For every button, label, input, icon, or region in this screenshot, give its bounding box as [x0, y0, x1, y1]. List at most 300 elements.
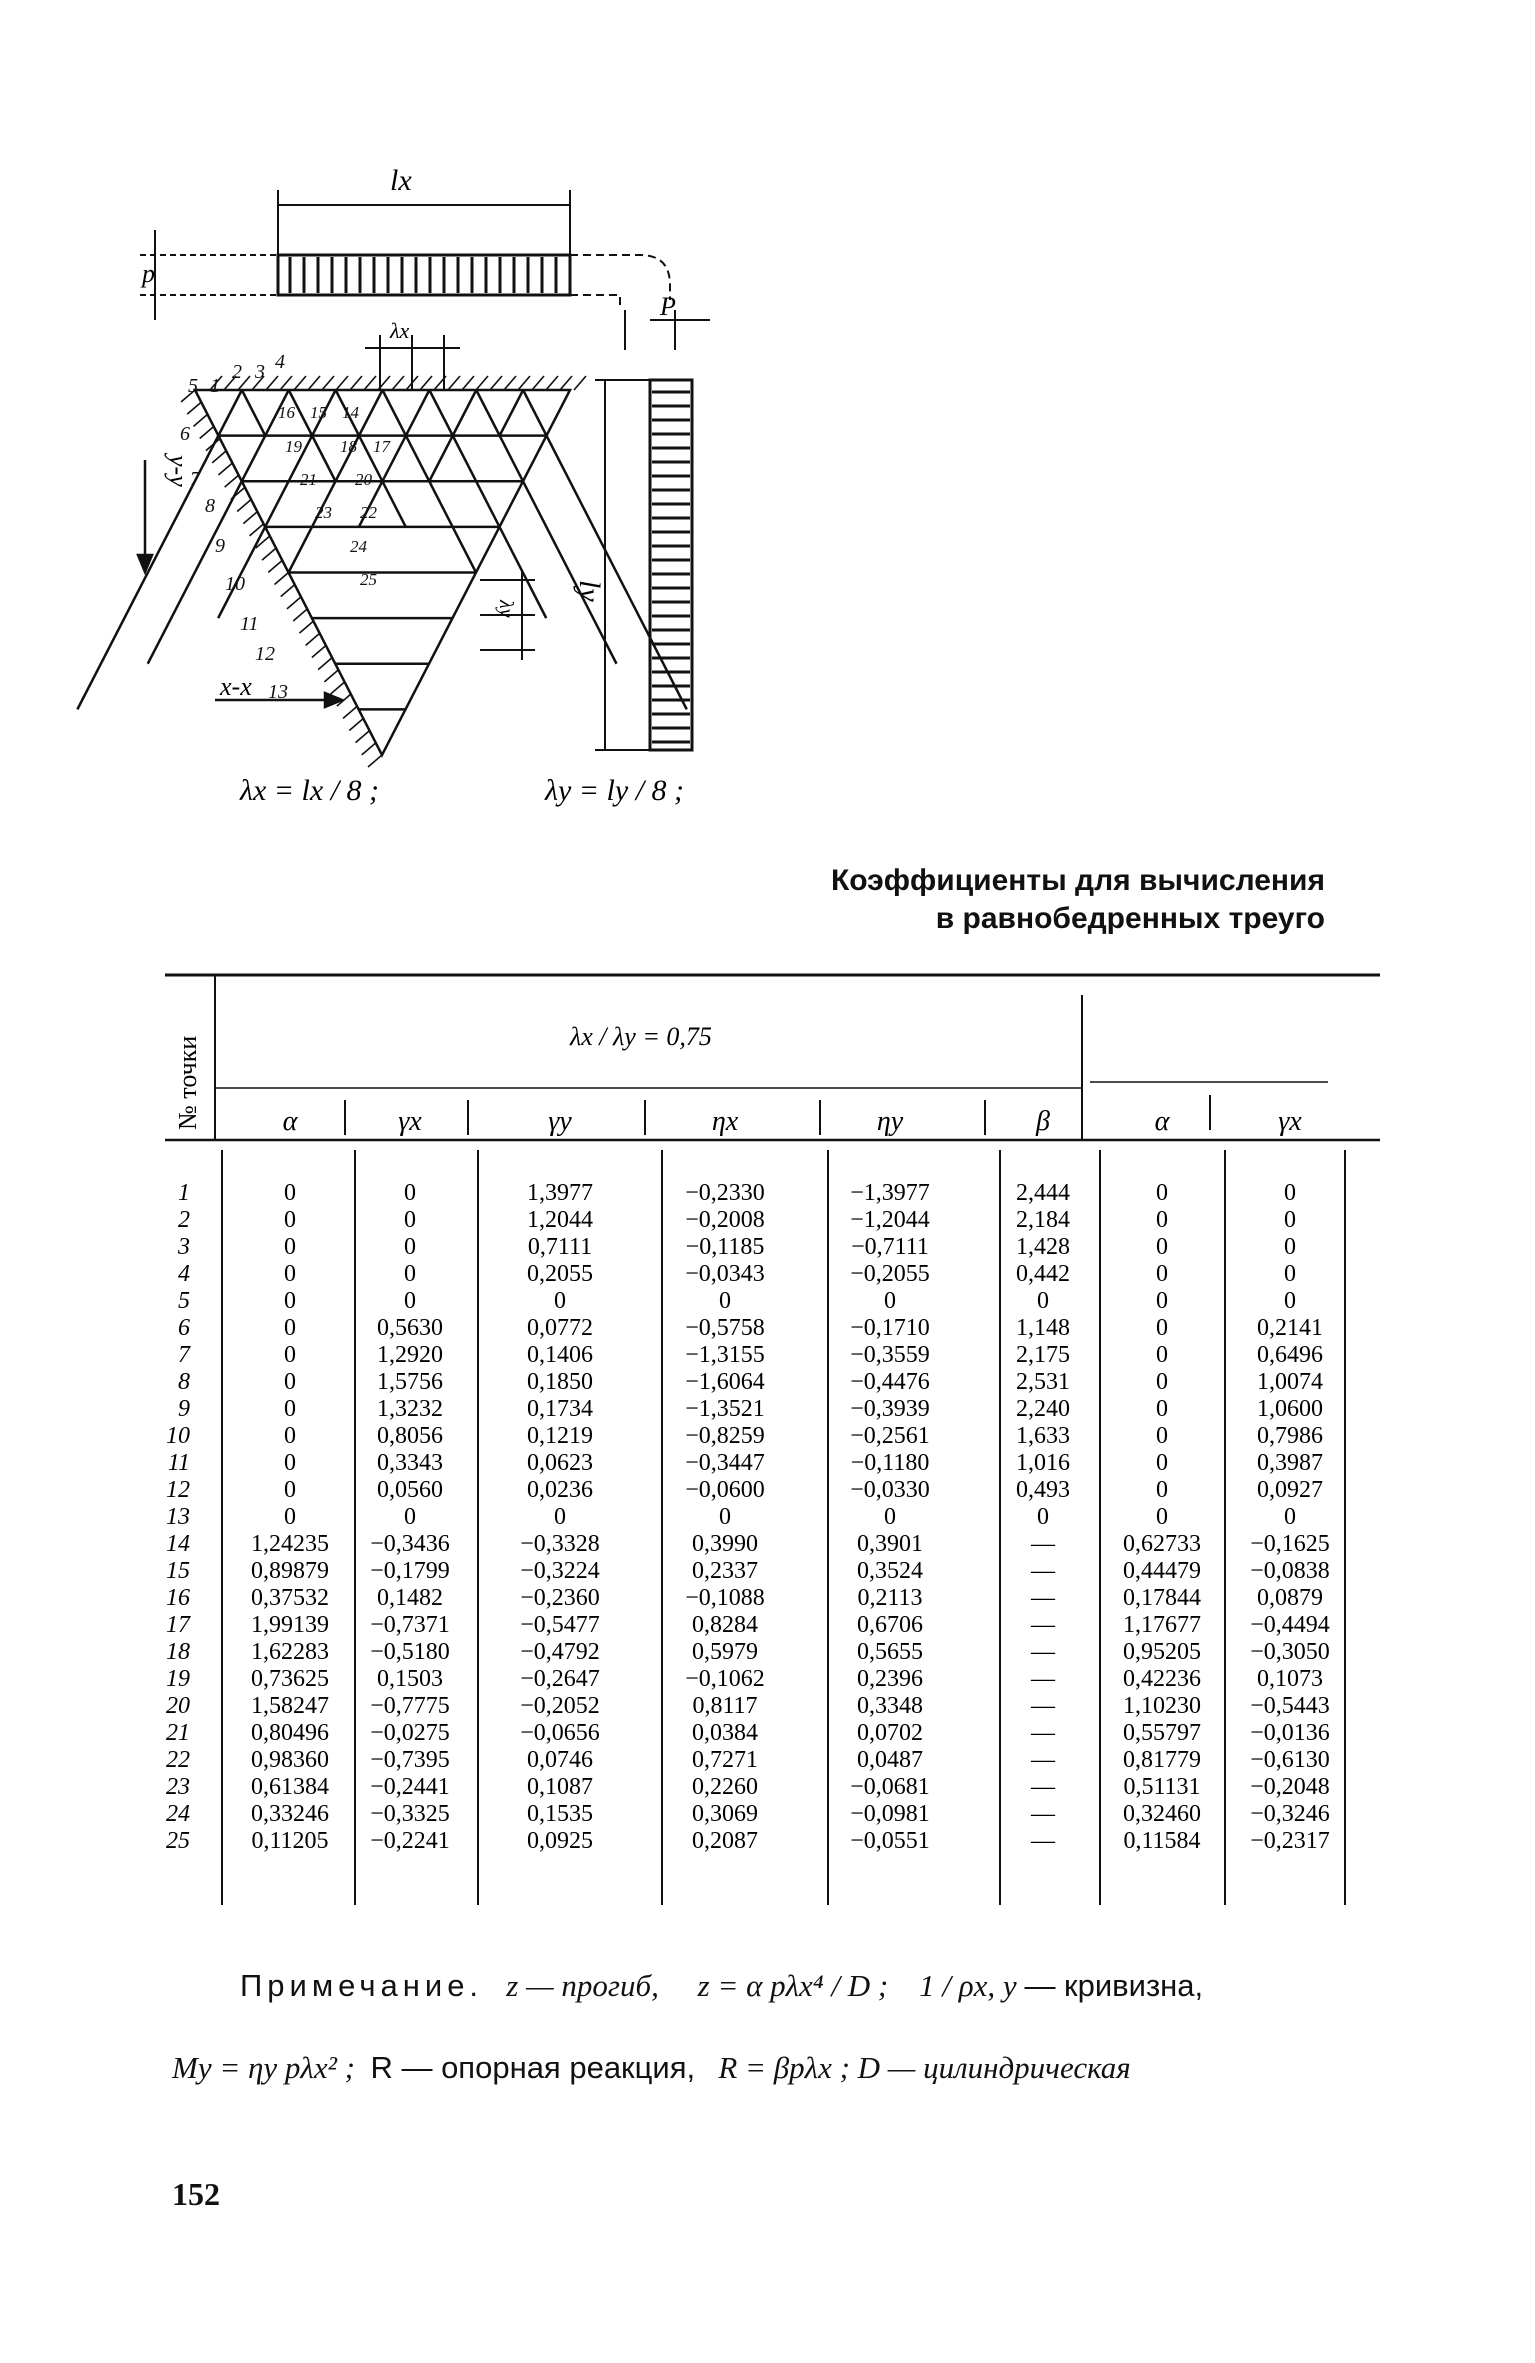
point-number-22: 22 [360, 503, 377, 522]
table-cell: 0,44479 [1123, 1558, 1201, 1584]
table-cell: 0 [1156, 1288, 1168, 1314]
table-cell: 1,2920 [377, 1342, 443, 1368]
table-row [166, 1774, 1330, 1800]
table-cell: 0,1219 [527, 1423, 593, 1449]
table-cell: 0,442 [1016, 1261, 1070, 1287]
row-number: 3 [178, 1234, 190, 1260]
table-cell: 0 [1156, 1396, 1168, 1422]
table-cell: 0 [404, 1180, 416, 1206]
table-cell: −0,1185 [685, 1234, 765, 1260]
point-number-16: 16 [278, 403, 295, 422]
table-cell: 0,3343 [377, 1450, 443, 1476]
table-cell: 0 [554, 1504, 566, 1530]
note-curvature: — кривизна, [1024, 1968, 1204, 2003]
row-number: 17 [166, 1612, 190, 1638]
table-cell: −0,5477 [520, 1612, 600, 1638]
table-cell: 0,1503 [377, 1666, 443, 1692]
table-cell: 0,2396 [857, 1666, 923, 1692]
point-number-15: 15 [310, 403, 327, 422]
table-cell: −0,3246 [1250, 1801, 1330, 1827]
row-number: 15 [166, 1558, 190, 1584]
table-cell: −0,0343 [685, 1261, 765, 1287]
row-number: 21 [166, 1720, 190, 1746]
table-row [166, 1666, 1323, 1692]
table-cell: 0 [1037, 1288, 1049, 1314]
table-row [178, 1207, 1296, 1233]
table-cell: — [1031, 1774, 1055, 1800]
table-cell: 0,3069 [692, 1801, 758, 1827]
table-cell: — [1031, 1585, 1055, 1611]
note-reaction-formula: R = βpλx ; D — цилиндрическая [718, 2050, 1131, 2085]
row-number: 10 [166, 1423, 190, 1449]
point-number-10: 10 [225, 573, 245, 595]
table-cell: 0,37532 [251, 1585, 329, 1611]
formula-lambda-x: λx = lx / 8 ; [240, 774, 380, 807]
table-row [166, 1558, 1330, 1584]
table-cell: 0 [1156, 1207, 1168, 1233]
column-header-0: α [282, 1106, 298, 1137]
table-cell: 1,148 [1016, 1315, 1070, 1341]
table-cell: 0 [1284, 1180, 1296, 1206]
table-row [178, 1315, 1323, 1341]
table-cell: −0,3224 [520, 1558, 600, 1584]
axis-y-label: y-y [164, 455, 193, 487]
table-cell: 0,0236 [527, 1477, 593, 1503]
table-cell: 0 [284, 1315, 296, 1341]
table-cell: 1,3232 [377, 1396, 443, 1422]
table-cell: −0,2441 [370, 1774, 450, 1800]
table-cell: −0,2241 [370, 1828, 450, 1854]
table-cell: 0 [284, 1288, 296, 1314]
table-row [166, 1504, 1296, 1530]
table-cell: 0,0702 [857, 1720, 923, 1746]
table-cell: −0,6130 [1250, 1747, 1330, 1773]
table-cell: −0,0600 [685, 1477, 765, 1503]
table-cell: 0 [404, 1288, 416, 1314]
row-number: 11 [167, 1450, 190, 1476]
point-number-13: 13 [268, 681, 288, 703]
point-number-6: 6 [180, 423, 190, 445]
row-number: 7 [178, 1342, 190, 1368]
table-cell: 0 [284, 1180, 296, 1206]
table-cell: 1,17677 [1123, 1612, 1201, 1638]
table-cell: 0 [554, 1288, 566, 1314]
note-line-1 [240, 1968, 1203, 2004]
table-cell: −1,3521 [685, 1396, 765, 1422]
row-number: 1 [178, 1180, 190, 1206]
table-cell: −0,2055 [850, 1261, 930, 1287]
table-cell: 0,0772 [527, 1315, 593, 1341]
table-cell: 1,428 [1016, 1234, 1070, 1260]
lambda-x-label: λx [390, 318, 410, 343]
table-cell: 0,2087 [692, 1828, 758, 1854]
table-cell: — [1031, 1828, 1055, 1854]
table-cell: −0,1799 [370, 1558, 450, 1584]
table-cell: 1,5756 [377, 1369, 443, 1395]
table-cell: 0,32460 [1123, 1801, 1201, 1827]
table-cell: 0,1073 [1257, 1666, 1323, 1692]
column-header-6: α [1154, 1106, 1170, 1137]
table-cell: 0,5979 [692, 1639, 758, 1665]
table-cell: 1,0074 [1257, 1369, 1323, 1395]
table-cell: 0 [1156, 1234, 1168, 1260]
table-cell: 0,8056 [377, 1423, 443, 1449]
table-cell: 0,1734 [527, 1396, 593, 1422]
table-cell: −0,2048 [1250, 1774, 1330, 1800]
table-cell: −0,0838 [1250, 1558, 1330, 1584]
table-cell: — [1031, 1531, 1055, 1557]
table-cell: 0 [404, 1261, 416, 1287]
table-cell: −0,3050 [1250, 1639, 1330, 1665]
table-cell: −0,1180 [850, 1450, 930, 1476]
table-cell: 2,184 [1016, 1207, 1070, 1233]
table-row [178, 1396, 1323, 1422]
row-number: 24 [166, 1801, 190, 1827]
table-cell: — [1031, 1666, 1055, 1692]
column-header-7: γx [1278, 1106, 1302, 1137]
table-cell: 1,58247 [251, 1693, 329, 1719]
table-cell: 0,55797 [1123, 1720, 1201, 1746]
table-cell: 0,1850 [527, 1369, 593, 1395]
table-cell: 0,493 [1016, 1477, 1070, 1503]
table-cell: 0,81779 [1123, 1747, 1201, 1773]
row-number: 19 [166, 1666, 190, 1692]
table-cell: 0 [1156, 1180, 1168, 1206]
table-cell: −0,3436 [370, 1531, 450, 1557]
table-cell: −0,0981 [850, 1801, 930, 1827]
table-cell: −0,1088 [685, 1585, 765, 1611]
table-cell: −1,2044 [850, 1207, 930, 1233]
table-row [166, 1639, 1330, 1665]
table-cell: 0,3901 [857, 1531, 923, 1557]
note-deflection: z — прогиб, [506, 1968, 659, 2003]
table-cell: −0,5758 [685, 1315, 765, 1341]
header-point-number: № точки [173, 1035, 202, 1130]
table-cell: −0,3559 [850, 1342, 930, 1368]
table-cell: 1,016 [1016, 1450, 1070, 1476]
table-cell: 0,73625 [251, 1666, 329, 1692]
table-cell: 0 [284, 1477, 296, 1503]
table-cell: 0 [284, 1261, 296, 1287]
table-cell: 0,2055 [527, 1261, 593, 1287]
table-cell: 0 [1284, 1207, 1296, 1233]
row-number: 2 [178, 1207, 190, 1233]
table-cell: 0,61384 [251, 1774, 329, 1800]
table-cell: 0 [284, 1396, 296, 1422]
table-cell: −0,1625 [1250, 1531, 1330, 1557]
table-cell: — [1031, 1720, 1055, 1746]
table-cell: −0,5443 [1250, 1693, 1330, 1719]
point-number-19: 19 [285, 437, 302, 456]
table-cell: 0 [719, 1504, 731, 1530]
table-cell: 1,24235 [251, 1531, 329, 1557]
table-row [178, 1261, 1296, 1287]
table-cell: 2,444 [1016, 1180, 1070, 1206]
point-number-25: 25 [360, 570, 377, 589]
table-cell: 0,3348 [857, 1693, 923, 1719]
table-cell: −0,3328 [520, 1531, 600, 1557]
table-title-line-2: в равнобедренных треуго [935, 902, 1325, 935]
point-number-20: 20 [355, 470, 372, 489]
table-cell: 0,3524 [857, 1558, 923, 1584]
table-cell: 2,240 [1016, 1396, 1070, 1422]
table-cell: 1,2044 [527, 1207, 593, 1233]
header-ratio: λx / λy = 0,75 [570, 1022, 712, 1051]
formula-lambda-y: λy = ly / 8 ; [545, 774, 685, 807]
table-cell: −0,4494 [1250, 1612, 1330, 1638]
point-number-24: 24 [350, 537, 367, 556]
table-cell: 0,0927 [1257, 1477, 1323, 1503]
table-cell: 0,7271 [692, 1747, 758, 1773]
column-header-5: β [1036, 1106, 1050, 1137]
note-line-2 [172, 2050, 1131, 2086]
table-cell: 0,5630 [377, 1315, 443, 1341]
column-header-3: ηx [711, 1106, 739, 1137]
table-cell: 0,8284 [692, 1612, 758, 1638]
table-cell: −0,2317 [1250, 1828, 1330, 1854]
row-number: 14 [166, 1531, 190, 1557]
lambda-y-label: λy [495, 600, 517, 618]
table-cell: — [1031, 1693, 1055, 1719]
table-cell: — [1031, 1747, 1055, 1773]
table-title-line-1: Коэффициенты для вычисления [830, 864, 1325, 897]
table-cell: 0 [884, 1504, 896, 1530]
table-cell: 0 [284, 1504, 296, 1530]
table-cell: −0,8259 [685, 1423, 765, 1449]
table-cell: 1,10230 [1123, 1693, 1201, 1719]
table-cell: 0,0487 [857, 1747, 923, 1773]
table-cell: 0 [404, 1234, 416, 1260]
row-number: 9 [178, 1396, 190, 1422]
table-cell: 0,0879 [1257, 1585, 1323, 1611]
table-cell: 0 [1284, 1234, 1296, 1260]
table-cell: 0,1482 [377, 1585, 443, 1611]
table-cell: −0,2052 [520, 1693, 600, 1719]
table-cell: 0,6706 [857, 1612, 923, 1638]
table-cell: 2,531 [1016, 1369, 1070, 1395]
table-cell: −0,1062 [685, 1666, 765, 1692]
table-cell: 0,62733 [1123, 1531, 1201, 1557]
table-cell: −0,4792 [520, 1639, 600, 1665]
table-cell: −0,3325 [370, 1801, 450, 1827]
point-number-12: 12 [255, 643, 275, 665]
p-label-left: p [142, 259, 155, 288]
table-cell: −0,3939 [850, 1396, 930, 1422]
table-cell: 0,98360 [251, 1747, 329, 1773]
table-cell: −0,4476 [850, 1369, 930, 1395]
row-number: 23 [166, 1774, 190, 1800]
table-cell: 0 [1156, 1504, 1168, 1530]
table-cell: 0,95205 [1123, 1639, 1201, 1665]
axis-x-label: x-x [220, 672, 252, 701]
table-cell: 0 [1284, 1261, 1296, 1287]
table-cell: −1,6064 [685, 1369, 765, 1395]
point-number-23: 23 [315, 503, 332, 522]
table-cell: 0 [1156, 1369, 1168, 1395]
table-row [166, 1720, 1330, 1746]
table-cell: −0,2008 [685, 1207, 765, 1233]
point-number-14: 14 [342, 403, 359, 422]
table-cell: 0 [1156, 1450, 1168, 1476]
table-row [166, 1747, 1330, 1773]
row-number: 16 [166, 1585, 190, 1611]
table-cell: — [1031, 1558, 1055, 1584]
table-cell: 0 [1156, 1315, 1168, 1341]
row-number: 13 [166, 1504, 190, 1530]
table-cell: 0 [1037, 1504, 1049, 1530]
table-cell: 0 [1284, 1288, 1296, 1314]
table-cell: 0,0746 [527, 1747, 593, 1773]
table-cell: 0 [404, 1207, 416, 1233]
point-number-2: 2 [232, 361, 242, 383]
table-cell: −0,5180 [370, 1639, 450, 1665]
row-number: 22 [166, 1747, 190, 1773]
table-cell: 0,80496 [251, 1720, 329, 1746]
table-cell: 0,6496 [1257, 1342, 1323, 1368]
point-number-4: 4 [275, 351, 285, 373]
table-cell: −0,7371 [370, 1612, 450, 1638]
table-cell: 0 [284, 1234, 296, 1260]
point-number-5: 5 [188, 375, 198, 397]
point-number-18: 18 [340, 437, 357, 456]
table-row [166, 1828, 1330, 1854]
table-cell: −0,2360 [520, 1585, 600, 1611]
table-cell: −0,0330 [850, 1477, 930, 1503]
point-number-3: 3 [255, 361, 265, 383]
table-cell: 2,175 [1016, 1342, 1070, 1368]
table-cell: −0,0656 [520, 1720, 600, 1746]
row-number: 6 [178, 1315, 190, 1341]
table-cell: 1,0600 [1257, 1396, 1323, 1422]
table-cell: 1,3977 [527, 1180, 593, 1206]
point-number-8: 8 [205, 495, 215, 517]
table-cell: 0,7111 [527, 1234, 593, 1260]
table-cell: 0 [1156, 1261, 1168, 1287]
table-cell: −0,7111 [851, 1234, 929, 1260]
table-cell: 0,33246 [251, 1801, 329, 1827]
table-cell: 0,0384 [692, 1720, 758, 1746]
table-cell: 0,3990 [692, 1531, 758, 1557]
table-cell: −0,7395 [370, 1747, 450, 1773]
row-number: 20 [166, 1693, 190, 1719]
table-cell: 0 [1156, 1477, 1168, 1503]
note-reaction: R — опорная реакция, [370, 2050, 696, 2085]
table-row [166, 1477, 1323, 1503]
table-cell: 0,51131 [1123, 1774, 1201, 1800]
table-cell: −0,1710 [850, 1315, 930, 1341]
column-header-4: ηy [876, 1106, 904, 1137]
table-cell: 0,2260 [692, 1774, 758, 1800]
table-row [166, 1693, 1330, 1719]
table-row [178, 1180, 1296, 1206]
table-cell: 0 [284, 1369, 296, 1395]
table-cell: 1,633 [1016, 1423, 1070, 1449]
table-cell: −0,2330 [685, 1180, 765, 1206]
table-cell: 0,5655 [857, 1639, 923, 1665]
row-number: 12 [166, 1477, 190, 1503]
table-cell: 0,17844 [1123, 1585, 1201, 1611]
point-number-7: 7 [190, 468, 200, 490]
table-cell: 0,8117 [692, 1693, 758, 1719]
table-cell: 0 [284, 1450, 296, 1476]
note-curvature-fraction: 1 / ρx, y [919, 1968, 1017, 2003]
note-moment-formula: My = ηy pλx² ; [172, 2050, 355, 2085]
page-number: 152 [172, 2176, 220, 2212]
table-cell: 0,0623 [527, 1450, 593, 1476]
table-cell: 0,2141 [1257, 1315, 1323, 1341]
table-cell: −0,0681 [850, 1774, 930, 1800]
table-cell: 0,1535 [527, 1801, 593, 1827]
table-cell: 0 [284, 1423, 296, 1449]
table-cell: 0 [404, 1504, 416, 1530]
table-row [166, 1423, 1323, 1449]
table-cell: −1,3977 [850, 1180, 930, 1206]
table-cell: 0,89879 [251, 1558, 329, 1584]
row-number: 18 [166, 1639, 190, 1665]
table-cell: 0,42236 [1123, 1666, 1201, 1692]
table-cell: 0,0560 [377, 1477, 443, 1503]
table-cell: 0 [284, 1207, 296, 1233]
table-cell: 0 [284, 1342, 296, 1368]
table-cell: 0,3987 [1257, 1450, 1323, 1476]
point-number-21: 21 [300, 470, 317, 489]
row-number: 8 [178, 1369, 190, 1395]
ly-label: ly [573, 580, 606, 602]
table-cell: −0,0551 [850, 1828, 930, 1854]
table-cell: 0 [719, 1288, 731, 1314]
table-row [166, 1801, 1330, 1827]
column-header-1: γx [398, 1106, 422, 1137]
table-row [178, 1288, 1296, 1314]
table-cell: 0,1087 [527, 1774, 593, 1800]
table-cell: 0,11584 [1123, 1828, 1201, 1854]
table-cell: 0,2337 [692, 1558, 758, 1584]
table-cell: 0,11205 [251, 1828, 329, 1854]
table-cell: 0,2113 [857, 1585, 923, 1611]
table-cell: −0,3447 [685, 1450, 765, 1476]
table-cell: — [1031, 1801, 1055, 1827]
table-cell: 0 [884, 1288, 896, 1314]
column-header-2: γy [548, 1106, 572, 1137]
row-number: 4 [178, 1261, 190, 1287]
table-cell: −0,2647 [520, 1666, 600, 1692]
row-number: 25 [166, 1828, 190, 1854]
table-cell: 1,62283 [251, 1639, 329, 1665]
table-cell: −1,3155 [685, 1342, 765, 1368]
table-row [178, 1342, 1323, 1368]
note-label: Примечание. [240, 1968, 484, 2003]
point-number-17: 17 [373, 437, 390, 456]
table-row [168, 1450, 1323, 1476]
table-cell: 0 [1156, 1423, 1168, 1449]
p-label-right: P [660, 292, 676, 321]
table-cell: — [1031, 1612, 1055, 1638]
table-cell: −0,7775 [370, 1693, 450, 1719]
table-row [178, 1369, 1323, 1395]
table-cell: 0,1406 [527, 1342, 593, 1368]
table-row [166, 1585, 1323, 1611]
table-cell: −0,0136 [1250, 1720, 1330, 1746]
note-deflection-formula: z = α pλx⁴ / D ; [697, 1968, 889, 2003]
row-number: 5 [178, 1288, 190, 1314]
point-number-1: 1 [210, 375, 220, 397]
point-number-9: 9 [215, 535, 225, 557]
table-row [177, 1234, 1296, 1260]
lx-label: lx [390, 164, 412, 197]
point-number-11: 11 [240, 613, 259, 635]
table-cell: 1,99139 [251, 1612, 329, 1638]
table-cell: −0,2561 [850, 1423, 930, 1449]
